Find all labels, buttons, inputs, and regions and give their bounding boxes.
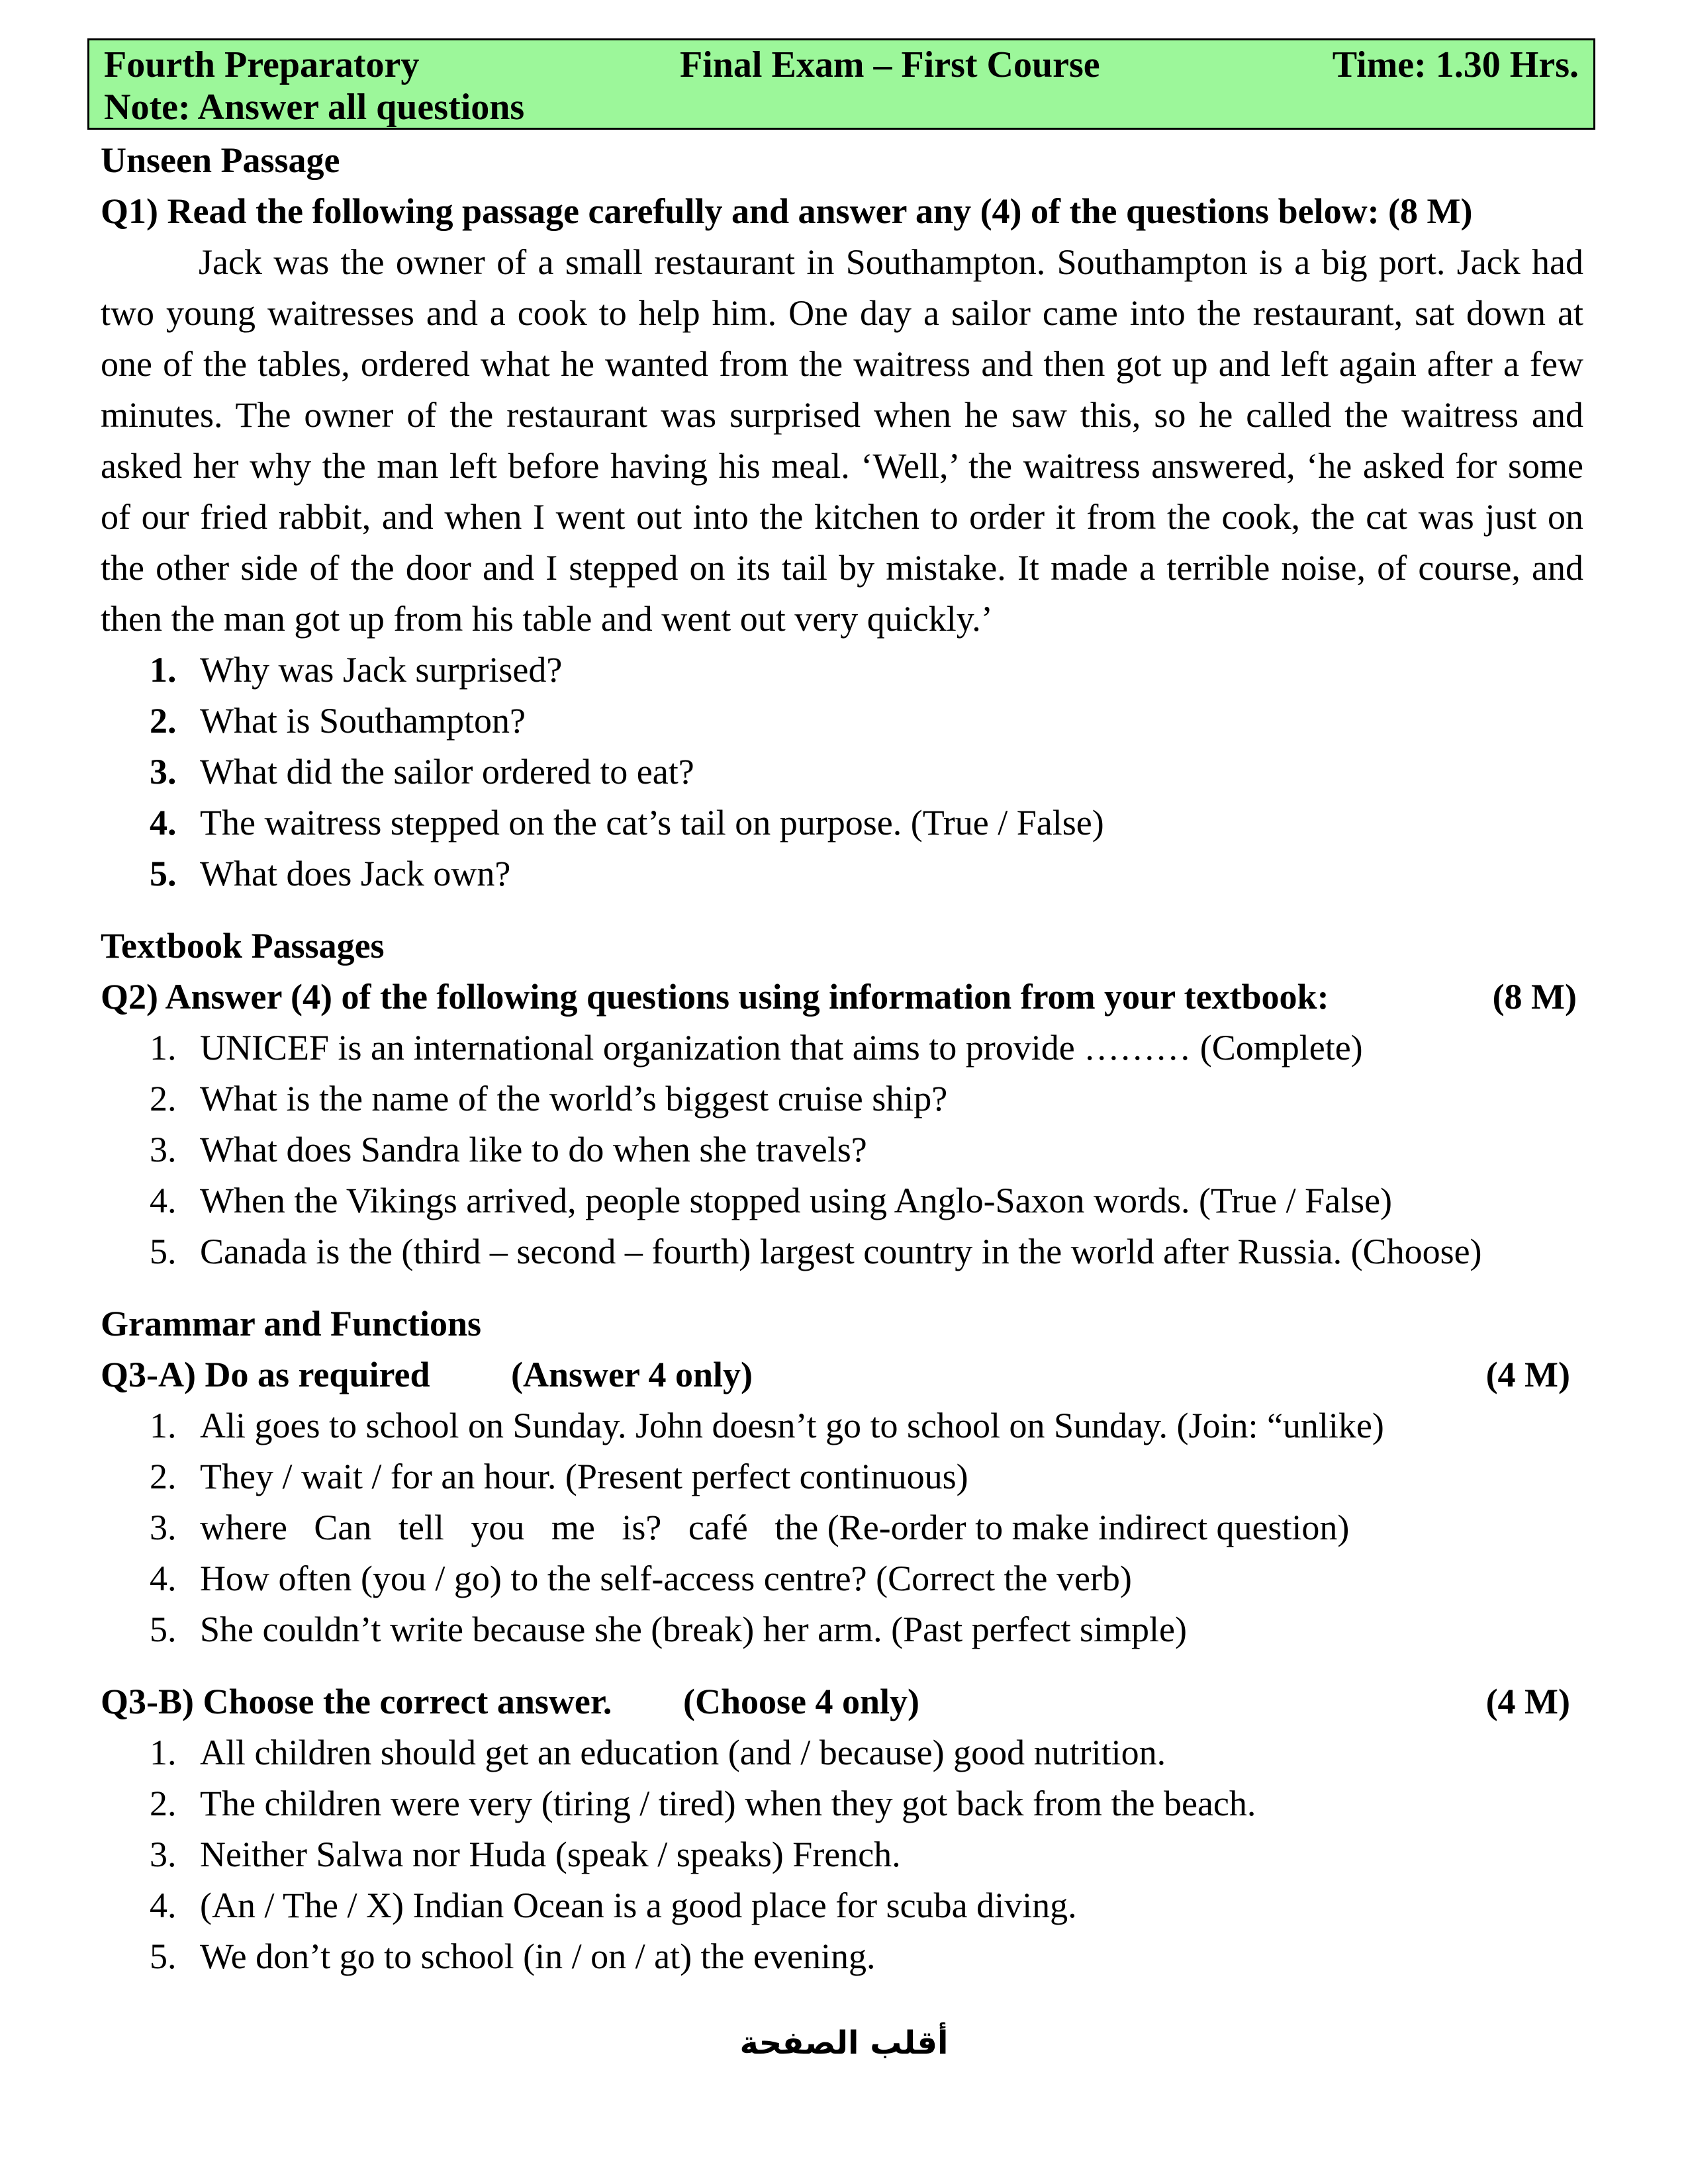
item-text: We don’t go to school (in / on / at) the evening. bbox=[200, 1936, 876, 1976]
section-title-grammar: Grammar and Functions bbox=[101, 1304, 482, 1343]
q3a-heading bbox=[101, 1349, 1583, 1400]
list-item bbox=[101, 696, 1583, 747]
item-number: 4. bbox=[150, 803, 177, 842]
section-title-unseen: Unseen Passage bbox=[101, 140, 340, 180]
item-number: 2. bbox=[150, 701, 177, 741]
item-number: 4. bbox=[150, 1559, 177, 1598]
header-row-1 bbox=[104, 43, 1579, 87]
list-item bbox=[101, 1502, 1583, 1553]
item-text: All children should get an education (and / because) good nutrition. bbox=[200, 1733, 1166, 1772]
grade-label: Fourth Preparatory bbox=[104, 44, 420, 85]
item-text: UNICEF is an international organization that aims to provide ……… (Complete) bbox=[200, 1028, 1363, 1068]
item-text: Neither Salwa nor Huda (speak / speaks) French. bbox=[200, 1835, 901, 1874]
item-number: 5. bbox=[150, 854, 177, 893]
item-number: 1. bbox=[150, 650, 177, 690]
item-number: 3. bbox=[150, 752, 177, 792]
q1-heading: Q1) Read the following passage carefully and answer any (4) of the questions below: (8 M) bbox=[101, 191, 1473, 231]
q3b-heading bbox=[101, 1676, 1583, 1727]
item-text: She couldn’t write because she (break) her arm. (Past perfect simple) bbox=[200, 1610, 1187, 1649]
item-text: What is Southampton? bbox=[200, 701, 526, 741]
list-item bbox=[101, 1931, 1583, 1982]
q3b-marks: (4 M) bbox=[1485, 1682, 1570, 1721]
list-item bbox=[101, 1226, 1583, 1277]
item-text: where Can tell you me is? café the (Re-order to make indirect question) bbox=[200, 1508, 1350, 1547]
q2-question: Q2) Answer (4) of the following questions using information from your textbook: bbox=[101, 977, 1329, 1017]
list-item bbox=[101, 848, 1583, 899]
item-text: Why was Jack surprised? bbox=[200, 650, 563, 690]
q3a-question-list bbox=[101, 1400, 1583, 1655]
item-text: What does Jack own? bbox=[200, 854, 511, 893]
list-item bbox=[101, 1880, 1583, 1931]
item-text: The waitress stepped on the cat’s tail on purpose. (True / False) bbox=[200, 803, 1104, 842]
item-number: 1. bbox=[150, 1733, 177, 1772]
item-number: 5. bbox=[150, 1936, 177, 1976]
turn-page-note: أقلب الصفحة bbox=[739, 2025, 949, 2062]
item-number: 2. bbox=[150, 1457, 177, 1496]
item-number: 4. bbox=[150, 1886, 177, 1925]
list-item bbox=[101, 1727, 1583, 1778]
list-item bbox=[101, 1451, 1583, 1502]
q2-question-list bbox=[101, 1023, 1583, 1277]
item-text: They / wait / for an hour. (Present perfect continuous) bbox=[200, 1457, 968, 1496]
item-number: 5. bbox=[150, 1232, 177, 1271]
item-number: 3. bbox=[150, 1835, 177, 1874]
item-number: 3. bbox=[150, 1130, 177, 1169]
item-text: Ali goes to school on Sunday. John doesn’t go to school on Sunday. (Join: “unlike) bbox=[200, 1406, 1384, 1445]
q2-heading bbox=[101, 972, 1583, 1023]
item-text: Canada is the (third – second – fourth) largest country in the world after Russia. (Choose) bbox=[200, 1232, 1482, 1271]
q2-marks: (8 M) bbox=[1492, 977, 1577, 1017]
exam-header bbox=[87, 38, 1595, 130]
item-text: What did the sailor ordered to eat? bbox=[200, 752, 694, 792]
list-item bbox=[101, 1829, 1583, 1880]
exam-title: Final Exam – First Course bbox=[680, 44, 1100, 85]
item-number: 5. bbox=[150, 1610, 177, 1649]
list-item bbox=[101, 1023, 1583, 1073]
header-row-2 bbox=[104, 85, 1579, 129]
q3a-note: (Answer 4 only) bbox=[511, 1355, 753, 1394]
item-text: What is the name of the world’s biggest cruise ship? bbox=[200, 1079, 948, 1118]
exam-note: Note: Answer all questions bbox=[104, 87, 525, 128]
q1-passage: Jack was the owner of a small restaurant in Southampton. Southampton is a big port. Jack had two young waitresses and a cook to help him. One day a sailor came into the restaurant, sat down at one of the tables, ordered what he wanted from the waitress and then got up and left again after a few minutes. The owner of the restaurant was surprised when he saw this, so he called the waitress and asked her why the man left before having his meal. ‘Well,’ the waitress answered, ‘he asked for some of our fried rabbit, and when I went out into the kitchen to order it from the cook, the cat was just on the other side of the door and I stepped on its tail by mistake. It made a terrible noise, of course, and then the man got up from his table and went out very quickly.’ bbox=[101, 242, 1583, 639]
q3b-label: Q3-B) Choose the correct answer. bbox=[101, 1682, 612, 1721]
list-item bbox=[101, 1124, 1583, 1175]
list-item bbox=[101, 645, 1583, 696]
item-text: (An / The / X) Indian Ocean is a good place for scuba diving. bbox=[200, 1886, 1077, 1925]
list-item bbox=[101, 1604, 1583, 1655]
item-number: 1. bbox=[150, 1406, 177, 1445]
q3a-marks: (4 M) bbox=[1485, 1355, 1570, 1394]
item-text: The children were very (tiring / tired) when they got back from the beach. bbox=[200, 1784, 1256, 1823]
q3a-label: Q3-A) Do as required bbox=[101, 1355, 430, 1394]
list-item bbox=[101, 1553, 1583, 1604]
item-number: 1. bbox=[150, 1028, 177, 1068]
list-item bbox=[101, 1175, 1583, 1226]
item-text: What does Sandra like to do when she travels? bbox=[200, 1130, 867, 1169]
q3b-note: (Choose 4 only) bbox=[683, 1682, 920, 1721]
item-text: How often (you / go) to the self-access centre? (Correct the verb) bbox=[200, 1559, 1132, 1598]
list-item bbox=[101, 1400, 1583, 1451]
section-title-textbook: Textbook Passages bbox=[101, 926, 385, 966]
list-item bbox=[101, 1778, 1583, 1829]
list-item bbox=[101, 747, 1583, 797]
list-item bbox=[101, 797, 1583, 848]
item-text: When the Vikings arrived, people stopped using Anglo-Saxon words. (True / False) bbox=[200, 1181, 1393, 1220]
exam-time: Time: 1.30 Hrs. bbox=[1332, 44, 1579, 85]
q1-question-list bbox=[101, 645, 1583, 899]
item-number: 2. bbox=[150, 1784, 177, 1823]
item-number: 3. bbox=[150, 1508, 177, 1547]
item-number: 2. bbox=[150, 1079, 177, 1118]
list-item bbox=[101, 1073, 1583, 1124]
q3b-question-list bbox=[101, 1727, 1583, 1982]
item-number: 4. bbox=[150, 1181, 177, 1220]
exam-content bbox=[101, 135, 1583, 1982]
